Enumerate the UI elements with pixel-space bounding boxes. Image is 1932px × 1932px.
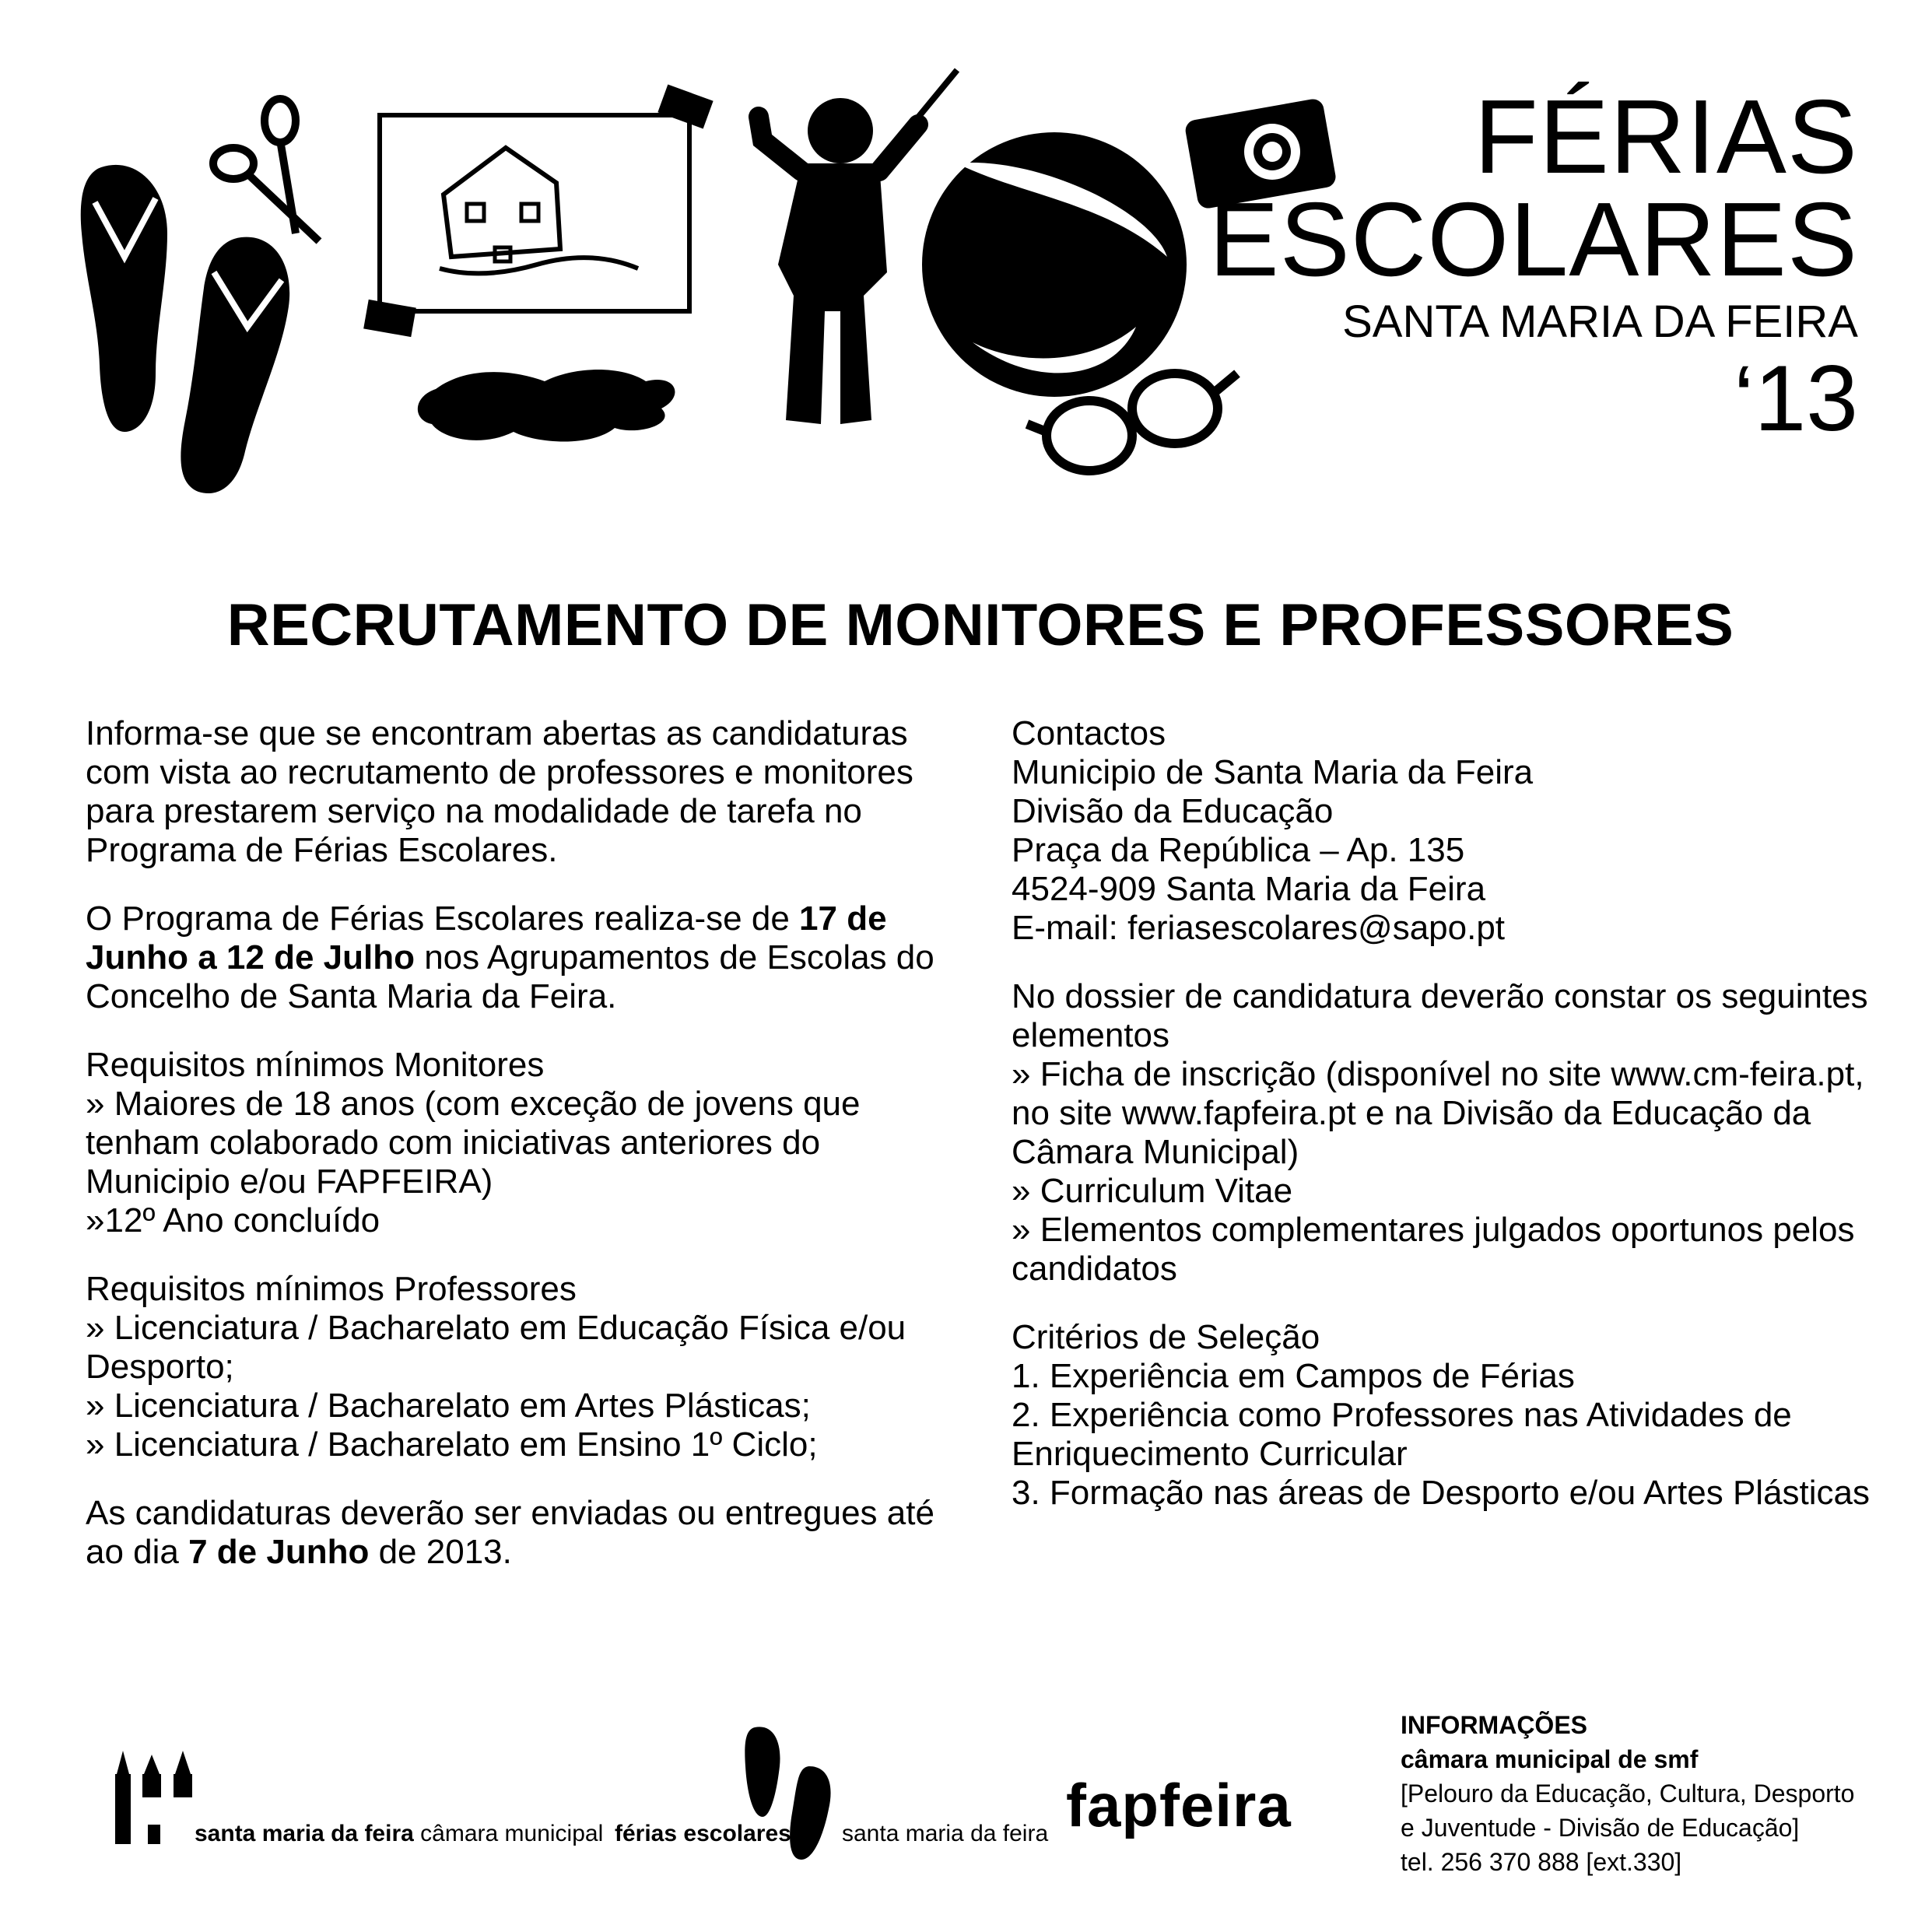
subtitle: SANTA MARIA DA FEIRA — [1342, 296, 1858, 347]
left-column — [86, 714, 973, 1601]
list-item: 1. Experiência em Campos de Férias — [1012, 1357, 1575, 1395]
flip-flop-icon — [81, 165, 167, 432]
info-title: INFORMAÇÕES — [1401, 1711, 1587, 1739]
title-block — [1208, 78, 1858, 451]
deadline-paragraph — [86, 1494, 973, 1572]
program-paragraph — [86, 899, 973, 1016]
list-item: »12º Ano concluído — [86, 1201, 380, 1239]
dossier-section — [1012, 977, 1883, 1289]
scissors-icon — [213, 99, 319, 241]
list-item: » Maiores de 18 anos (com exceção de jovens que tenham colaborado com iniciativas anteriores do Municipio e/ou FAPFEIRA) — [86, 1085, 861, 1201]
contact-line: 4524-909 Santa Maria da Feira — [1012, 870, 1486, 908]
info-line: e Juventude - Divisão de Educação] — [1401, 1814, 1800, 1842]
list-item: 2. Experiência como Professores nas Atividades de Enriquecimento Curricular — [1012, 1396, 1792, 1473]
contact-line: Praça da República – Ap. 135 — [1012, 831, 1465, 869]
contactos-title: Contactos — [1012, 714, 1166, 752]
paint-splash-icon — [418, 370, 675, 442]
list-item: » Ficha de inscrição (disponível no site www.cm-feira.pt, no site www.fapfeira.pt e na Divisão da Educação da Câmara Municipal) — [1012, 1055, 1864, 1171]
flip-flop-icon — [181, 237, 289, 493]
header-illustrations — [0, 0, 1401, 529]
professores-section — [86, 1270, 973, 1464]
list-item: » Licenciatura / Bacharelato em Artes Plásticas; — [86, 1387, 811, 1425]
email-link[interactable]: E-mail: feriasescolares@sapo.pt — [1012, 909, 1506, 947]
right-column — [1012, 714, 1883, 1542]
title-line-2: ESCOLARES — [1208, 181, 1858, 298]
list-item: » Licenciatura / Bacharelato em Educação Física e/ou Desporto; — [86, 1309, 906, 1386]
drawing-board-icon — [363, 85, 713, 338]
intro-paragraph: Informa-se que se encontram abertas as candidaturas com vista ao recrutamento de professores e monitores para prestarem serviço na modalidade de tarefa no Programa de Férias Escolares. — [86, 714, 913, 869]
logo1-text: câmara municipal — [413, 1821, 604, 1846]
list-item: 3. Formação nas áreas de Desporto e/ou Artes Plásticas — [1012, 1474, 1871, 1512]
professores-title: Requisitos mínimos Professores — [86, 1270, 577, 1308]
contact-line: Divisão da Educação — [1012, 792, 1334, 830]
info-org: câmara municipal de smf — [1401, 1745, 1699, 1773]
logo-fapfeira: fapfeira — [1066, 1771, 1292, 1839]
contact-line: Municipio de Santa Maria da Feira — [1012, 753, 1534, 791]
criterios-section — [1012, 1318, 1883, 1513]
logo2-text: santa maria da feira — [842, 1821, 1049, 1846]
info-line: [Pelouro da Educação, Cultura, Desporto — [1401, 1779, 1855, 1808]
contactos-section — [1012, 714, 1883, 948]
year: ‘13 — [1733, 346, 1858, 451]
logo-ferias-escolares — [615, 1723, 1049, 1871]
info-tel: tel. 256 370 888 [ext.330] — [1401, 1848, 1682, 1876]
dossier-title: No dossier de candidatura deverão constar os seguintes elementos — [1012, 977, 1868, 1054]
monitores-title: Requisitos mínimos Monitores — [86, 1046, 545, 1084]
program-text: O Programa de Férias Escolares realiza-se de — [86, 899, 800, 938]
monitores-section — [86, 1046, 973, 1240]
main-heading: RECRUTAMENTO DE MONITORES E PROFESSORES — [226, 592, 1734, 658]
program-text-end: nos Agrupamentos de Escolas do Concelho de Santa Maria da Feira. — [86, 938, 934, 1015]
list-item: » Licenciatura / Bacharelato em Ensino 1º Ciclo; — [86, 1425, 818, 1464]
deadline-text-end: de 2013. — [369, 1533, 512, 1571]
criterios-title: Critérios de Seleção — [1012, 1318, 1320, 1356]
list-item: » Elementos complementares julgados oportunos pelos candidatos — [1012, 1211, 1855, 1288]
beach-ball-icon — [922, 132, 1187, 397]
deadline-date: 7 de Junho — [188, 1533, 370, 1571]
deadline-text: As candidaturas deverão ser enviadas ou entregues até ao dia — [86, 1494, 934, 1571]
title-line-1: FÉRIAS — [1474, 78, 1858, 195]
list-item: » Curriculum Vitae — [1012, 1172, 1293, 1210]
program-dates: 17 de Junho a 12 de Julho — [86, 899, 887, 977]
logo1-bold: santa maria da feira — [195, 1821, 414, 1846]
castle-logo-icon — [109, 1743, 202, 1844]
logo2-bold: férias escolares — [615, 1821, 791, 1846]
footer-info — [1401, 1708, 1906, 1879]
